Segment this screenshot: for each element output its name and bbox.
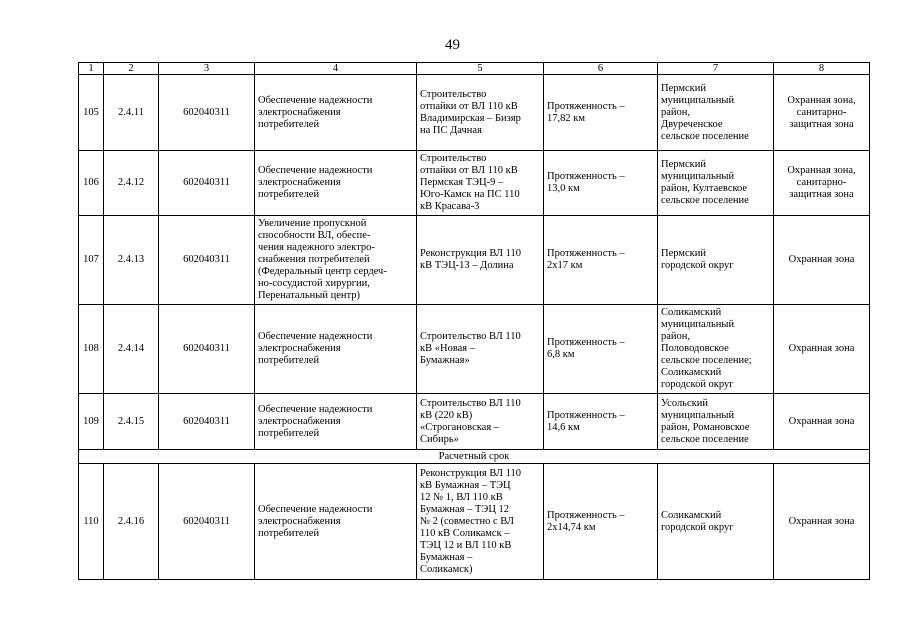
column-header: 3: [159, 63, 255, 75]
row-code: 2.4.11: [104, 75, 159, 151]
column-header: 1: [79, 63, 104, 75]
row-purpose: Увеличение пропускной способности ВЛ, обеспе- чения надежного электро- снабжения потребителей (Федеральный центр сердеч- но-сосудистой хирургии, Перенатальный центр): [255, 216, 417, 305]
page-number: 49: [445, 37, 460, 53]
row-number: 107: [79, 216, 104, 305]
row-work: Реконструкция ВЛ 110 кВ Бумажная – ТЭЦ 12 № 1, ВЛ 110 кВ Бумажная – ТЭЦ 12 № 2 (совместно с ВЛ 110 кВ Соликамск – ТЭЦ 12 и ВЛ 110 кВ Бумажная – Соликамск): [417, 464, 544, 580]
row-length: Протяженность – 6,8 км: [544, 305, 658, 394]
row-work: Строительство отпайки от ВЛ 110 кВ Пермская ТЭЦ-9 – Юго-Камск на ПС 110 кВ Красава-3: [417, 151, 544, 216]
header-row: [79, 63, 870, 75]
row-number: 109: [79, 394, 104, 450]
table-row: [79, 75, 870, 151]
row-id: 602040311: [159, 464, 255, 580]
row-location: Соликамский городской округ: [658, 464, 774, 580]
row-purpose: Обеспечение надежности электроснабжения потребителей: [255, 151, 417, 216]
table-row: [79, 305, 870, 394]
row-work: Строительство отпайки от ВЛ 110 кВ Владимирская – Бизяр на ПС Дачная: [417, 75, 544, 151]
row-code: 2.4.15: [104, 394, 159, 450]
row-code: 2.4.13: [104, 216, 159, 305]
column-header: 7: [658, 63, 774, 75]
row-location: Соликамский муниципальный район, Половодовское сельское поселение; Соликамский городской округ: [658, 305, 774, 394]
row-purpose: Обеспечение надежности электроснабжения потребителей: [255, 394, 417, 450]
row-zone: Охранная зона, санитарно- защитная зона: [774, 75, 870, 151]
row-code: 2.4.16: [104, 464, 159, 580]
column-header: 4: [255, 63, 417, 75]
row-length: Протяженность – 2х17 км: [544, 216, 658, 305]
row-length: Протяженность – 14,6 км: [544, 394, 658, 450]
row-work: Строительство ВЛ 110 кВ «Новая – Бумажная»: [417, 305, 544, 394]
column-header: 5: [417, 63, 544, 75]
table-row: [79, 464, 870, 580]
row-zone: Охранная зона: [774, 216, 870, 305]
row-purpose: Обеспечение надежности электроснабжения потребителей: [255, 75, 417, 151]
row-zone: Охранная зона, санитарно- защитная зона: [774, 151, 870, 216]
row-purpose: Обеспечение надежности электроснабжения потребителей: [255, 464, 417, 580]
row-code: 2.4.14: [104, 305, 159, 394]
row-location: Пермский городской округ: [658, 216, 774, 305]
row-purpose: Обеспечение надежности электроснабжения потребителей: [255, 305, 417, 394]
column-header: 8: [774, 63, 870, 75]
column-header: 6: [544, 63, 658, 75]
row-work: Реконструкция ВЛ 110 кВ ТЭЦ-13 – Долина: [417, 216, 544, 305]
section-row: [79, 450, 870, 464]
row-zone: Охранная зона: [774, 305, 870, 394]
row-id: 602040311: [159, 305, 255, 394]
table-row: [79, 216, 870, 305]
row-length: Протяженность – 17,82 км: [544, 75, 658, 151]
column-header: 2: [104, 63, 159, 75]
row-location: Пермский муниципальный район, Двуреченское сельское поселение: [658, 75, 774, 151]
table-row: [79, 151, 870, 216]
row-id: 602040311: [159, 75, 255, 151]
row-number: 106: [79, 151, 104, 216]
row-work: Строительство ВЛ 110 кВ (220 кВ) «Строгановская – Сибирь»: [417, 394, 544, 450]
table-row: [79, 394, 870, 450]
row-number: 110: [79, 464, 104, 580]
row-location: Усольский муниципальный район, Романовское сельское поселение: [658, 394, 774, 450]
section-label: Расчетный срок: [79, 450, 870, 464]
row-zone: Охранная зона: [774, 464, 870, 580]
row-location: Пермский муниципальный район, Култаевское сельское поселение: [658, 151, 774, 216]
row-length: Протяженность – 2х14,74 км: [544, 464, 658, 580]
row-id: 602040311: [159, 394, 255, 450]
row-id: 602040311: [159, 151, 255, 216]
row-number: 105: [79, 75, 104, 151]
row-length: Протяженность – 13,0 км: [544, 151, 658, 216]
infrastructure-table: [78, 62, 870, 580]
row-number: 108: [79, 305, 104, 394]
row-id: 602040311: [159, 216, 255, 305]
row-zone: Охранная зона: [774, 394, 870, 450]
row-code: 2.4.12: [104, 151, 159, 216]
